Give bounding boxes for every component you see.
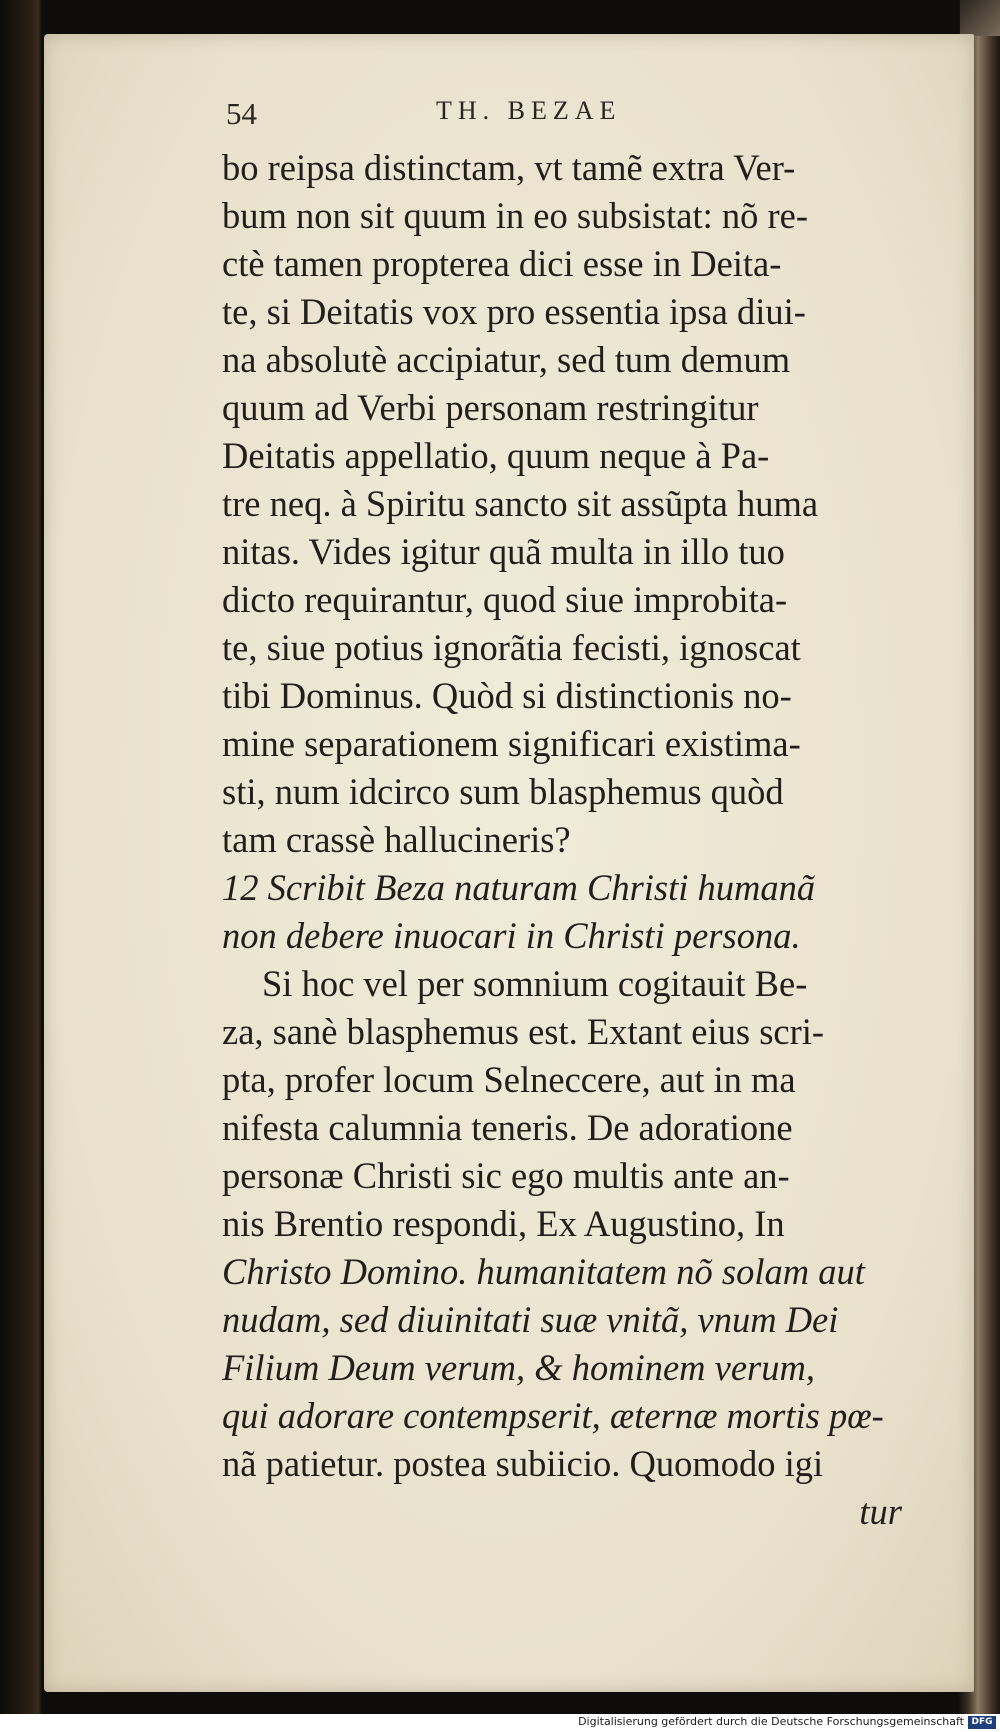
text-line: te, si Deitatis vox pro essentia ipsa diui-: [222, 291, 806, 332]
text-line: na absolutè accipiatur, sed tum demum: [222, 339, 791, 380]
funding-credit: Digitalisierung gefördert durch die Deutsche Forschungsgemeinschaft: [578, 1715, 964, 1728]
text-line: nã patietur. postea subiicio. Quomodo igi: [222, 1443, 824, 1484]
text-line: nis Brentio respondi, Ex Augustino, In: [222, 1203, 785, 1244]
text-line: pta, profer locum Selneccere, aut in ma: [222, 1059, 796, 1100]
text-line: tre neq. à Spiritu sancto sit assũpta huma: [222, 483, 819, 524]
digitization-footer: [0, 1714, 1000, 1732]
text-line: personæ Christi sic ego multis ante an-: [222, 1155, 790, 1196]
text-line: bum non sit quum in eo subsistat: nõ re-: [222, 195, 808, 236]
page-number: 54: [226, 96, 257, 131]
text-line: nitas. Vides igitur quã multa in illo tuo: [222, 531, 785, 572]
text-line: za, sanè blasphemus est. Extant eius scri-: [222, 1011, 825, 1052]
quotation-line: qui adorare contempserit, æternæ mortis pœ-: [222, 1395, 884, 1436]
text-line: dicto requirantur, quod siue improbita-: [222, 579, 788, 620]
quotation-line: nudam, sed diuinitati suæ vnitã, vnum Dei: [222, 1299, 839, 1340]
section-heading-line: 12 Scribit Beza naturam Christi humanã: [222, 867, 816, 908]
text-line: nifesta calumnia teneris. De adoratione: [222, 1107, 793, 1148]
text-line: bo reipsa distinctam, vt tamẽ extra Ver-: [222, 147, 796, 188]
text-line: mine separationem significari existima-: [222, 723, 801, 764]
text-line: te, siue potius ignorãtia fecisti, ignoscat: [222, 627, 801, 668]
body-text: [222, 144, 922, 1536]
running-head: TH. BEZAE: [436, 96, 622, 125]
book-edge-shadow: [960, 0, 1000, 36]
text-line: tam crassè hallucineris?: [222, 819, 571, 860]
text-line: quum ad Verbi personam restringitur: [222, 387, 759, 428]
text-line: Deitatis appellatio, quum neque à Pa-: [222, 435, 770, 476]
text-line: tibi Dominus. Quòd si distinctionis no-: [222, 675, 792, 716]
quotation-line: Christo Domino. humanitatem nõ solam aut: [222, 1251, 865, 1292]
section-heading-line: non debere inuocari in Christi persona.: [222, 915, 801, 956]
text-line: ctè tamen propterea dici esse in Deita-: [222, 243, 782, 284]
quotation-line: Filium Deum verum, & hominem verum,: [222, 1347, 816, 1388]
page-header: [226, 96, 826, 142]
dfg-logo: DFG: [968, 1716, 996, 1729]
text-line: sti, num idcirco sum blasphemus quòd: [222, 771, 784, 812]
text-line: Si hoc vel per somnium cogitauit Be-: [262, 963, 808, 1004]
catchword: tur: [859, 1491, 902, 1532]
